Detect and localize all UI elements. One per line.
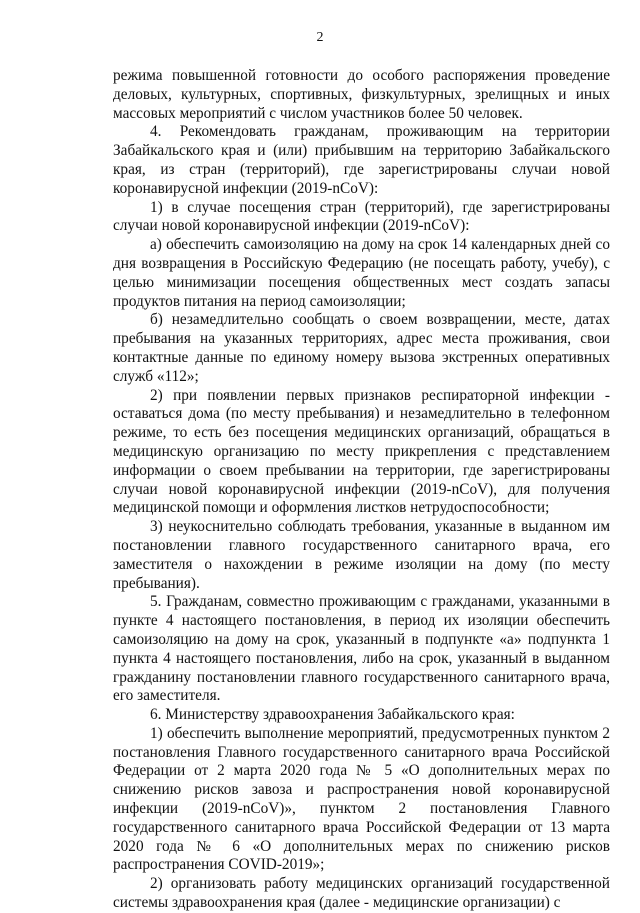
paragraph-continuation: режима повышенной готовности до особого распоряжения проведение деловых, культурных, спортивных, физкультурных, зрелищных и иных массовых мероприятий с числом участников более 50 человек. (113, 67, 610, 122)
paragraph-item-4: 4. Рекомендовать гражданам, проживающим на территории Забайкальского края и (или) прибывшим на территорию Забайкальского края, из стран (территорий), где зарегистрированы случаи новой коронавирусной инфекции (2019-nCoV): (113, 123, 610, 197)
paragraph-item-4-1: 1) в случае посещения стран (территорий), где зарегистрированы случаи новой коронавирусной инфекции (2019-nCoV): (113, 198, 610, 235)
paragraph-item-4-3: 3) неукоснительно соблюдать требования, указанные в выданном им постановлении главного государственного санитарного врача, его заместителя о нахождении в режиме изоляции на дому (по месту пребывания). (113, 518, 610, 592)
paragraph-item-4-1-a: а) обеспечить самоизоляцию на дому на срок 14 календарных дней со дня возвращения в Российскую Федерацию (не посещать работу, учебу), с целью минимизации посещения общественных мест создать запасы продуктов питания на период самоизоляции; (113, 236, 610, 310)
paragraph-item-6-2: 2) организовать работу медицинских организаций государственной системы здравоохранения края (далее - медицинские организации) с (113, 875, 610, 912)
paragraph-item-6: 6. Министерству здравоохранения Забайкальского края: (150, 706, 515, 724)
document-body (113, 67, 610, 913)
page-number: 2 (316, 30, 324, 45)
paragraph-item-5: 5. Гражданам, совместно проживающим с гражданами, указанными в пункте 4 настоящего постановления, в период их изоляции обеспечить самоизоляцию на дому на срок, указанный в подпункте «а» подпункта 1 пункта 4 настоящего постановления, либо на срок, указанный в выданном гражданину постановлении главного государственного санитарного врача, его заместителя. (113, 593, 610, 705)
paragraph-item-4-1-b: б) незамедлительно сообщать о своем возвращении, месте, датах пребывания на указанных территориях, адрес места проживания, свои контактные данные по единому номеру вызова экстренных оперативных служб «112»; (113, 311, 610, 385)
paragraph-item-4-2: 2) при появлении первых признаков респираторной инфекции - оставаться дома (по месту пребывания) и незамедлительно в телефонном режиме, то есть без посещения медицинских организаций, обращаться в медицинскую организацию по месту прикрепления с представлением информации о своем пребывании на территории, где зарегистрированы случаи новой коронавирусной инфекции (2019-nCoV), для получения медицинской помощи и оформления листков нетрудоспособности; (113, 386, 610, 517)
paragraph-item-6-1: 1) обеспечить выполнение мероприятий, предусмотренных пунктом 2 постановления Главного государственного санитарного врача Российской Федерации от 2 марта 2020 года № 5 «О дополнительных мерах по снижению рисков завоза и распространения новой коронавирусной инфекции (2019-nCoV)», пунктом 2 постановления Главного государственного санитарного врача Российской Федерации от 13 марта 2020 года № 6 «О дополнительных мерах по снижению рисков распространения COVID-2019»; (113, 724, 610, 874)
